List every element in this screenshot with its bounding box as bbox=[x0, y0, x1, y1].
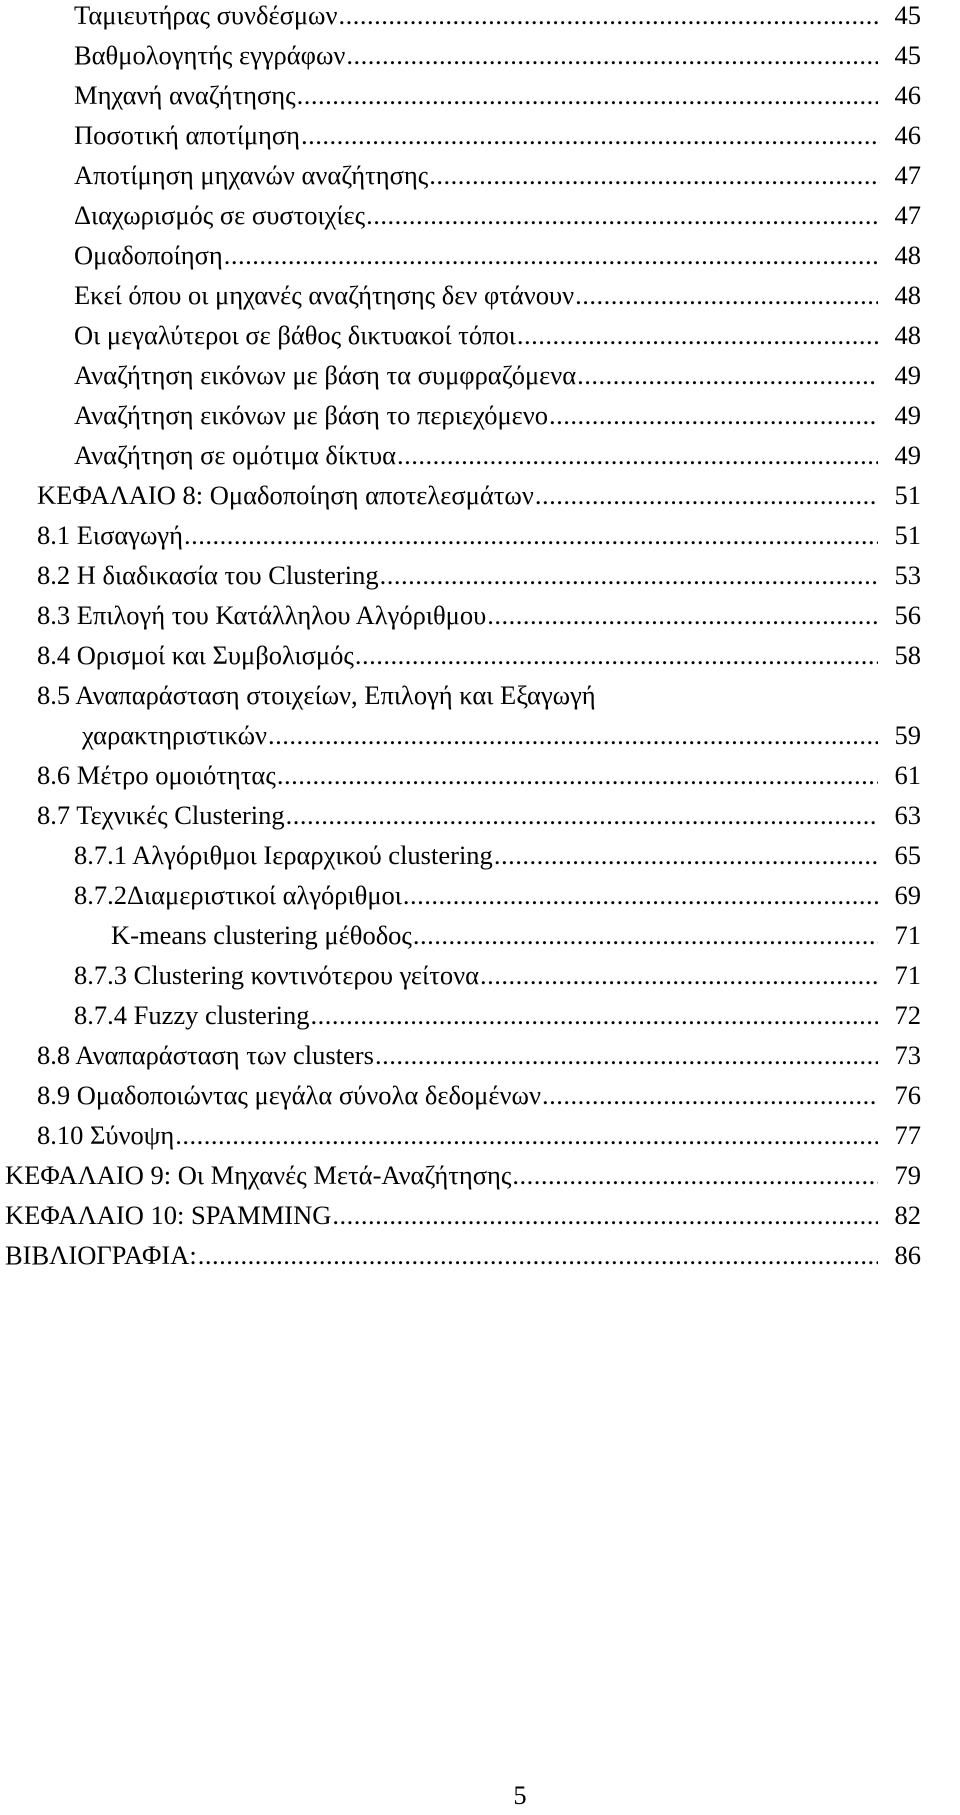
toc-entry[interactable] bbox=[74, 110, 921, 150]
toc-entry-title: 8.7.1 Αλγόριθμοι Ιεραρχικού clustering bbox=[74, 840, 493, 870]
toc-entry-title: 8.7.4 Fuzzy clustering bbox=[74, 1000, 310, 1030]
toc-entry-page: 73 bbox=[894, 1040, 921, 1070]
toc-entry-title: 8.5 Αναπαράσταση στοιχείων, Επιλογή και Εξαγωγή bbox=[37, 680, 596, 710]
toc-entry-page: 86 bbox=[894, 1240, 921, 1270]
toc-dot-leader bbox=[380, 560, 878, 590]
toc-entry[interactable] bbox=[74, 270, 921, 310]
toc-entry-page: 77 bbox=[894, 1120, 921, 1150]
toc-entry-page: 48 bbox=[894, 320, 921, 350]
toc-entry-title: 8.10 Σύνοψη bbox=[37, 1120, 175, 1150]
toc-dot-leader bbox=[375, 1040, 878, 1070]
toc-entry-page: 48 bbox=[894, 280, 921, 310]
toc-dot-leader bbox=[198, 1240, 878, 1270]
toc-entry-title: Βαθμολογητής εγγράφων bbox=[74, 40, 346, 70]
toc-entry-title: Ομαδοποίηση bbox=[74, 240, 223, 270]
toc-entry[interactable] bbox=[37, 1110, 921, 1150]
toc-dot-leader bbox=[332, 1200, 878, 1230]
toc-entry-page: 61 bbox=[894, 760, 921, 790]
toc-entry-page: 71 bbox=[894, 960, 921, 990]
toc-entry-page: 82 bbox=[894, 1200, 921, 1230]
toc-entry-wrapped-line[interactable] bbox=[37, 670, 596, 710]
toc-entry-title: ΚΕΦΑΛΑΙΟ 9: Οι Μηχανές Μετά-Αναζήτησης bbox=[5, 1160, 512, 1190]
toc-entry-page: 47 bbox=[894, 200, 921, 230]
toc-entry[interactable] bbox=[74, 310, 921, 350]
toc-entry-title: Διαχωρισμός σε συστοιχίες bbox=[74, 200, 366, 230]
toc-entry-title: Ποσοτική αποτίμηση bbox=[74, 120, 301, 150]
toc-entry-title: 8.7.2Διαμεριστικοί αλγόριθμοι bbox=[74, 880, 402, 910]
toc-entry[interactable] bbox=[82, 710, 921, 750]
toc-entry[interactable] bbox=[5, 1150, 921, 1190]
toc-entry-page: 47 bbox=[894, 160, 921, 190]
toc-dot-leader bbox=[286, 800, 878, 830]
toc-entry-page: 56 bbox=[894, 600, 921, 630]
toc-entry[interactable] bbox=[74, 430, 921, 470]
toc-entry-page: 45 bbox=[894, 40, 921, 70]
toc-entry[interactable] bbox=[74, 390, 921, 430]
toc-entry[interactable] bbox=[5, 1230, 921, 1270]
toc-entry[interactable] bbox=[74, 950, 921, 990]
toc-entry-page: 58 bbox=[894, 640, 921, 670]
toc-dot-leader bbox=[297, 80, 878, 110]
toc-dot-leader bbox=[517, 320, 878, 350]
toc-entry[interactable] bbox=[74, 150, 921, 190]
toc-entry[interactable] bbox=[74, 990, 921, 1030]
toc-dot-leader bbox=[403, 880, 878, 910]
toc-entry[interactable] bbox=[74, 830, 921, 870]
toc-entry-title: 8.8 Αναπαράσταση των clusters bbox=[37, 1040, 374, 1070]
toc-entry[interactable] bbox=[37, 470, 921, 510]
toc-dot-leader bbox=[429, 160, 878, 190]
toc-entry-page: 46 bbox=[894, 120, 921, 150]
toc-entry-page: 45 bbox=[894, 0, 921, 30]
toc-entry[interactable] bbox=[37, 790, 921, 830]
toc-entry-page: 71 bbox=[894, 920, 921, 950]
toc-entry[interactable] bbox=[5, 1190, 921, 1230]
toc-entry-page: 59 bbox=[894, 720, 921, 750]
toc-dot-leader bbox=[487, 600, 878, 630]
toc-entry[interactable] bbox=[37, 630, 921, 670]
toc-dot-leader bbox=[355, 640, 878, 670]
toc-entry-page: 79 bbox=[894, 1160, 921, 1190]
toc-entry[interactable] bbox=[37, 550, 921, 590]
toc-entry-page: 48 bbox=[894, 240, 921, 270]
toc-entry-title: ΒΙΒΛΙΟΓΡΑΦΙΑ: bbox=[5, 1240, 197, 1270]
toc-dot-leader bbox=[549, 400, 878, 430]
toc-entry-title: 8.6 Μέτρο ομοιότητας bbox=[37, 760, 276, 790]
toc-dot-leader bbox=[577, 360, 878, 390]
toc-entry-title: Εκεί όπου οι μηχανές αναζήτησης δεν φτάνουν bbox=[74, 280, 575, 310]
toc-dot-leader bbox=[175, 1120, 878, 1150]
toc-entry-title: 8.7.3 Clustering κοντινότερου γείτονα bbox=[74, 960, 479, 990]
toc-entry-title: 8.2 Η διαδικασία του Clustering bbox=[37, 560, 379, 590]
toc-entry-title: Αποτίμηση μηχανών αναζήτησης bbox=[74, 160, 429, 190]
toc-entry-title: Ταμιευτήρας συνδέσμων bbox=[74, 0, 338, 30]
toc-dot-leader bbox=[366, 200, 878, 230]
toc-entry[interactable] bbox=[111, 910, 921, 950]
toc-entry-title: 8.4 Ορισμοί και Συμβολισμός bbox=[37, 640, 354, 670]
toc-entry-page: 49 bbox=[894, 440, 921, 470]
toc-entry-title: Αναζήτηση εικόνων με βάση το περιεχόμενο bbox=[74, 400, 549, 430]
toc-entry-title: ΚΕΦΑΛΑΙΟ 10: SPAMMING bbox=[5, 1200, 332, 1230]
toc-entry-title: Αναζήτηση εικόνων με βάση τα συμφραζόμενα bbox=[74, 360, 577, 390]
toc-entry[interactable] bbox=[37, 1030, 921, 1070]
toc-entry[interactable] bbox=[37, 750, 921, 790]
toc-entry-page: 46 bbox=[894, 80, 921, 110]
toc-dot-leader bbox=[311, 1000, 878, 1030]
toc-entry-page: 49 bbox=[894, 400, 921, 430]
toc-dot-leader bbox=[268, 720, 878, 750]
toc-dot-leader bbox=[480, 960, 878, 990]
toc-entry-title: Μηχανή αναζήτησης bbox=[74, 80, 296, 110]
toc-dot-leader bbox=[184, 520, 878, 550]
toc-dot-leader bbox=[413, 920, 878, 950]
toc-entry-page: 51 bbox=[894, 480, 921, 510]
toc-dot-leader bbox=[535, 480, 878, 510]
toc-entry[interactable] bbox=[37, 1070, 921, 1110]
toc-entry[interactable] bbox=[74, 870, 921, 910]
toc-dot-leader bbox=[542, 1080, 878, 1110]
toc-entry-page: 65 bbox=[894, 840, 921, 870]
toc-dot-leader bbox=[512, 1160, 878, 1190]
toc-entry-title: 8.1 Εισαγωγή bbox=[37, 520, 183, 550]
toc-entry-page: 69 bbox=[894, 880, 921, 910]
toc-entry-title: 8.9 Ομαδοποιώντας μεγάλα σύνολα δεδομένων bbox=[37, 1080, 541, 1110]
toc-entry-title: Οι μεγαλύτεροι σε βάθος δικτυακοί τόποι bbox=[74, 320, 516, 350]
toc-dot-leader bbox=[339, 0, 879, 30]
toc-dot-leader bbox=[277, 760, 878, 790]
toc-entry[interactable] bbox=[74, 190, 921, 230]
toc-entry-title: K-means clustering μέθοδος bbox=[111, 920, 412, 950]
toc-dot-leader bbox=[397, 440, 878, 470]
toc-entry-page: 72 bbox=[894, 1000, 921, 1030]
toc-dot-leader bbox=[346, 40, 878, 70]
toc-entry-title: ΚΕΦΑΛΑΙΟ 8: Ομαδοποίηση αποτελεσμάτων bbox=[37, 480, 534, 510]
toc-dot-leader bbox=[494, 840, 878, 870]
toc-entry[interactable] bbox=[74, 30, 921, 70]
page-number: 5 bbox=[513, 1780, 527, 1810]
toc-entry[interactable] bbox=[74, 0, 921, 30]
toc-entry-page: 76 bbox=[894, 1080, 921, 1110]
toc-dot-leader bbox=[301, 120, 878, 150]
toc-entry-title: Αναζήτηση σε ομότιμα δίκτυα bbox=[74, 440, 396, 470]
toc-entry-title-continuation: χαρακτηριστικών bbox=[82, 720, 267, 750]
toc-entry[interactable] bbox=[37, 510, 921, 550]
toc-entry-title: 8.3 Επιλογή του Κατάλληλου Αλγόριθμου bbox=[37, 600, 487, 630]
toc-entry-page: 49 bbox=[894, 360, 921, 390]
toc-entry[interactable] bbox=[37, 590, 921, 630]
toc-entry[interactable] bbox=[74, 70, 921, 110]
toc-entry-page: 51 bbox=[894, 520, 921, 550]
toc-dot-leader bbox=[575, 280, 878, 310]
toc-entry[interactable] bbox=[74, 350, 921, 390]
toc-entry-page: 53 bbox=[894, 560, 921, 590]
toc-entry-page: 63 bbox=[894, 800, 921, 830]
toc-entry[interactable] bbox=[74, 230, 921, 270]
toc-dot-leader bbox=[224, 240, 878, 270]
toc-entry-title: 8.7 Τεχνικές Clustering bbox=[37, 800, 285, 830]
